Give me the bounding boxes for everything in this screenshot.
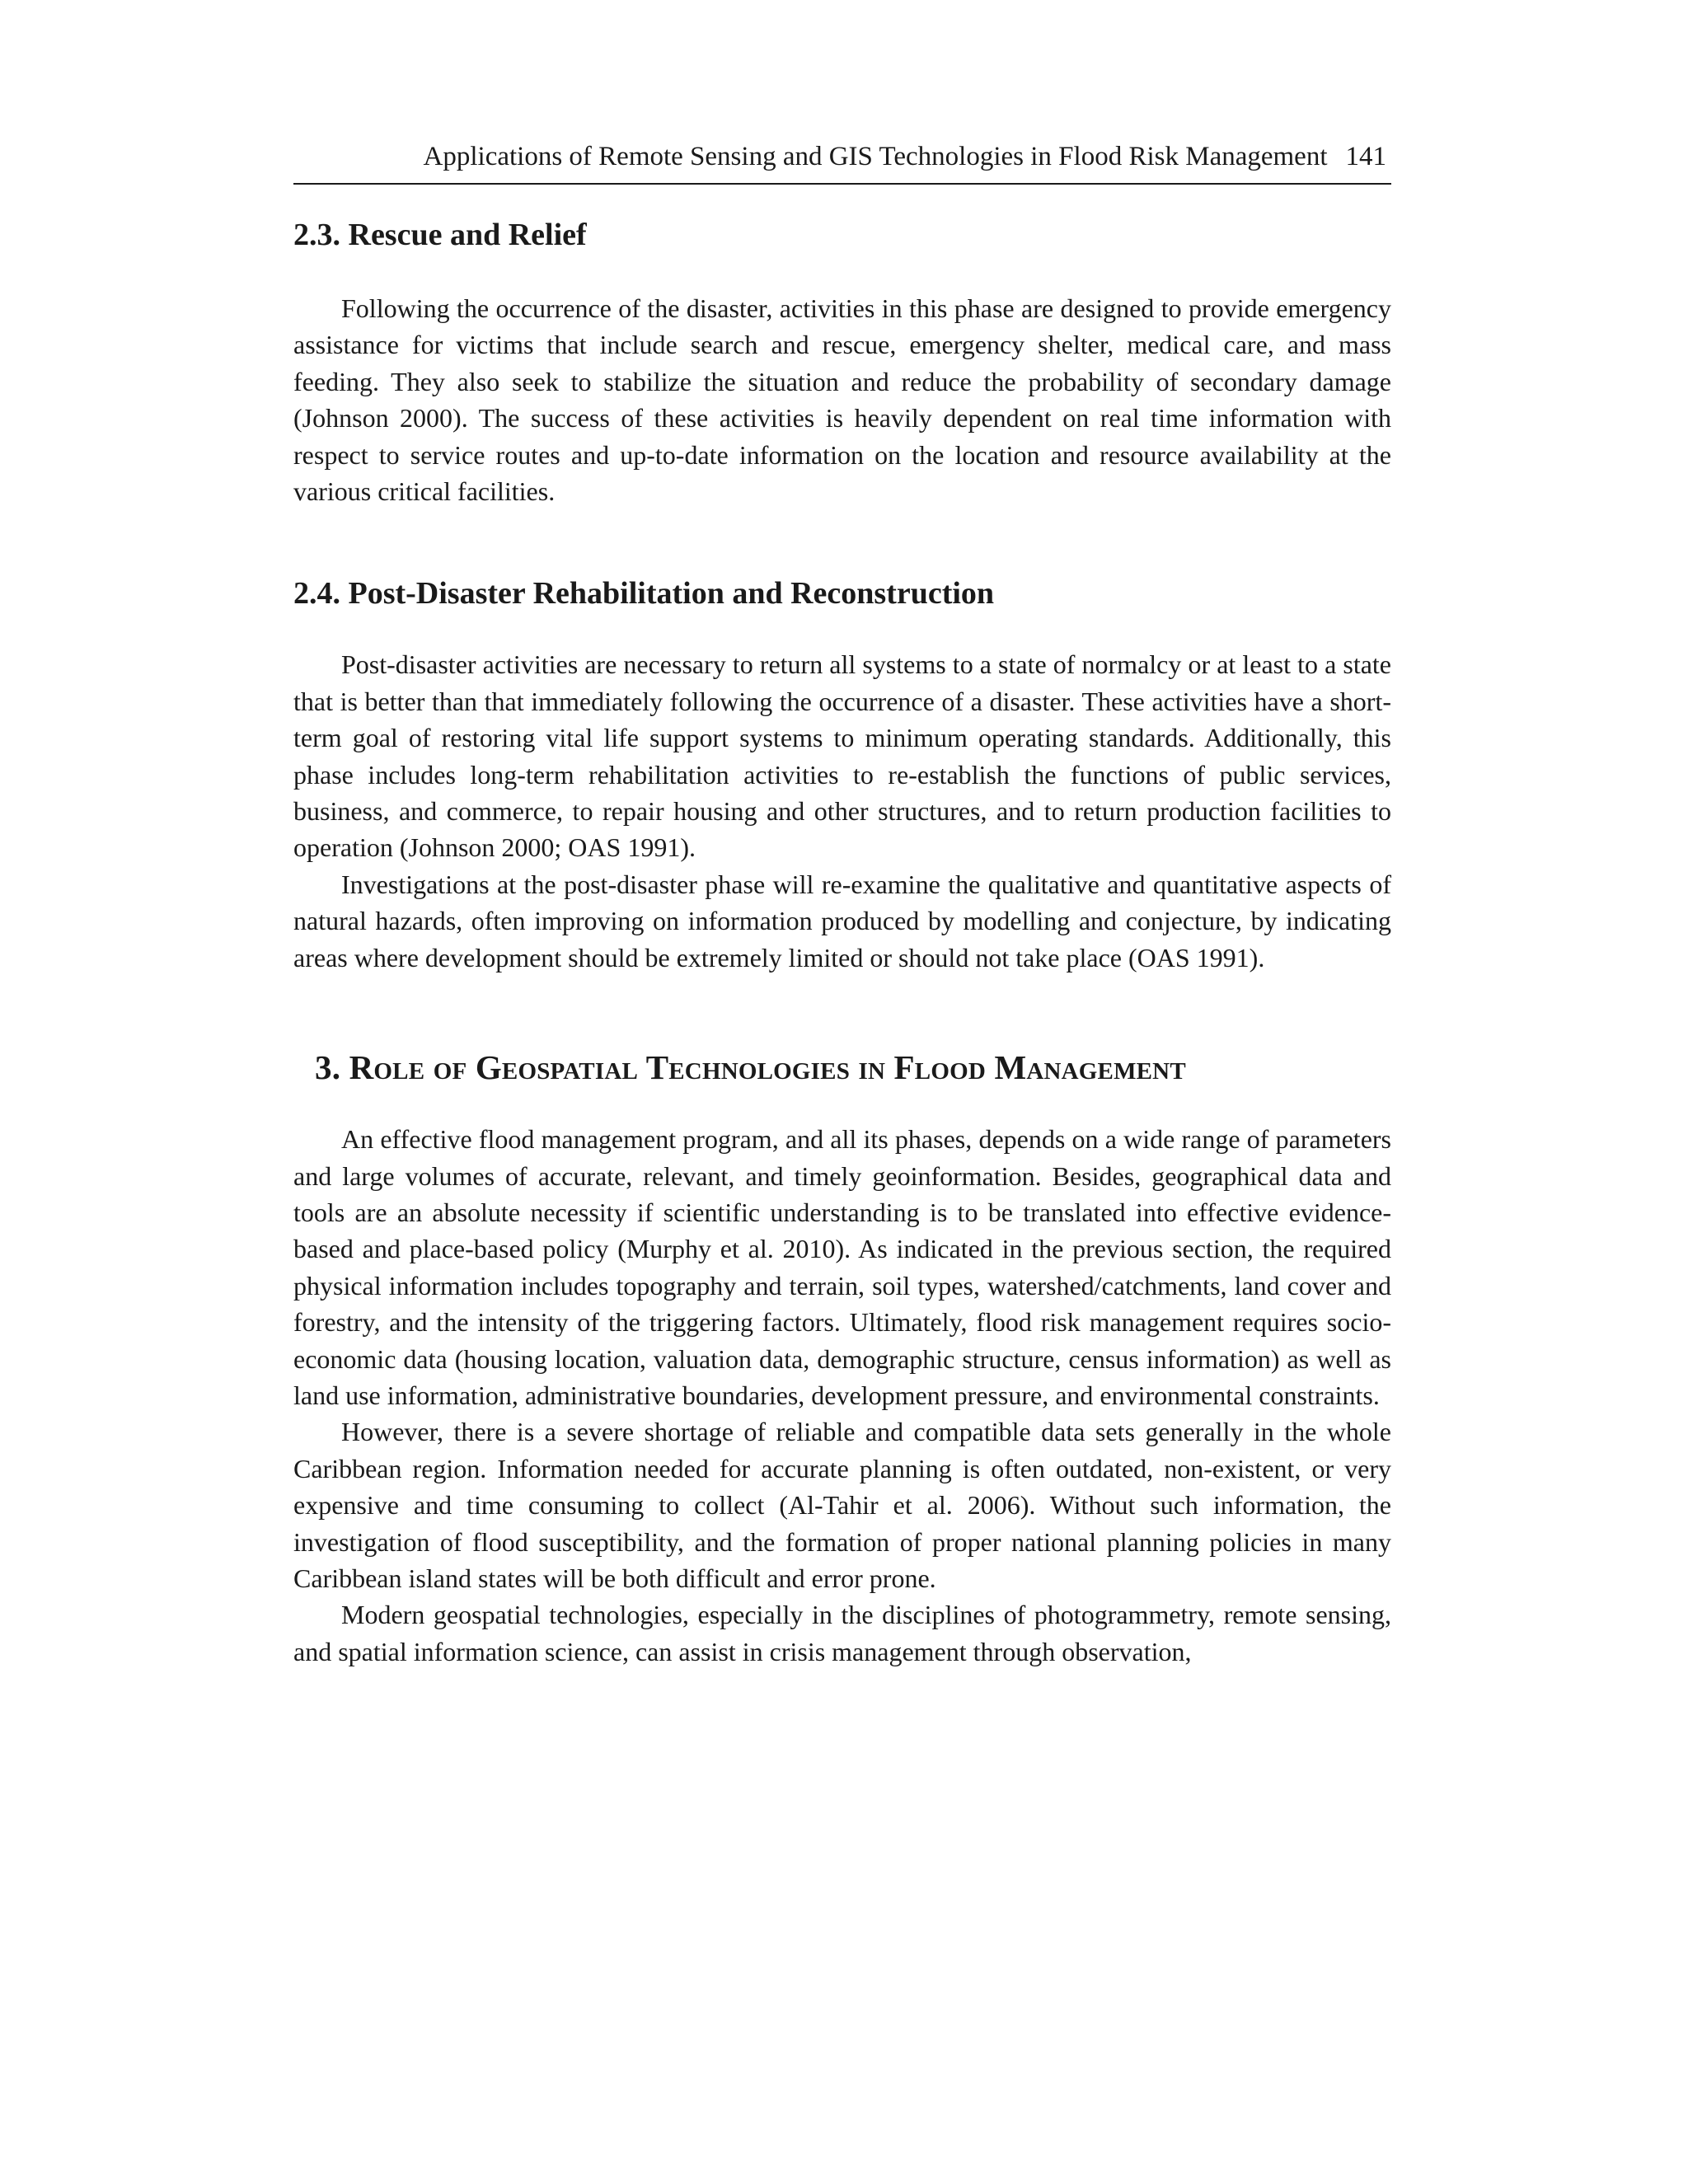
heading-geospatial-technologies: 3. Role of Geospatial Technologies in Flood Management bbox=[315, 1048, 1186, 1087]
page-number: 141 bbox=[1345, 142, 1386, 171]
paragraph-geospatial-3: Modern geospatial technologies, especially in the disciplines of photogrammetry, remote sensing, and spatial information science, can assist in crisis management through observation, bbox=[293, 1600, 1391, 1666]
paragraph-post-disaster-1: Post-disaster activities are necessary to return all systems to a state of normalcy or at least to a state that is better than that immediately following the occurrence of a disaster. These activities have a short-term goal of restoring vital life support systems to minimum operating standards. Additionally, this phase includes long-term rehabilitation activities to re-establish the functions of public services, business, and commerce, to repair housing and other structures, and to return production facilities to operation (Johnson 2000; OAS 1991). bbox=[293, 649, 1391, 863]
paragraph-rescue-1: Following the occurrence of the disaster, activities in this phase are designed to provide emergency assistance for victims that include search and rescue, emergency shelter, medical care, and mass feeding. They also seek to stabilize the situation and reduce the probability of secondary damage (Johnson 2000). The success of these activities is heavily dependent on real time information with respect to service routes and up-to-date information on the location and resource availability at the various critical facilities. bbox=[293, 293, 1391, 507]
paragraph-geospatial-1: An effective flood management program, and all its phases, depends on a wide range of parameters and large volumes of accurate, relevant, and timely geoinformation. Besides, geographical data and tools are an absolute necessity if scientific understanding is to be translated into effective evidence-based and place-based policy (Murphy et al. 2010). As indicated in the previous section, the required physical information includes topography and terrain, soil types, watershed/catchments, land cover and forestry, and the intensity of the triggering factors. Ultimately, flood risk management requires socio-economic data (housing location, valuation data, demographic structure, census information) as well as land use information, administrative boundaries, development pressure, and environmental constraints. bbox=[293, 1124, 1391, 1410]
heading-post-disaster: 2.4. Post-Disaster Rehabilitation and Reconstruction bbox=[293, 576, 995, 612]
paragraph-geospatial-2: However, there is a severe shortage of reliable and compatible data sets generally in the whole Caribbean region. Information needed for accurate planning is often outdated, non-existent, or very expensive and time consuming to collect (Al-Tahir et al. 2006). Without such information, the investigation of flood susceptibility, and the formation of proper national planning policies in many Caribbean island states will be both difficult and error prone. bbox=[293, 1417, 1391, 1593]
running-title: Applications of Remote Sensing and GIS Technologies in Flood Risk Management bbox=[423, 142, 1328, 171]
heading-rescue-and-relief: 2.3. Rescue and Relief bbox=[293, 218, 587, 252]
paragraph-post-disaster-2: Investigations at the post-disaster phase will re-examine the qualitative and quantitative aspects of natural hazards, often improving on information produced by modelling and conjecture, by indicating areas where development should be extremely limited or should not take place (OAS 1991). bbox=[293, 869, 1391, 972]
running-header bbox=[293, 140, 1391, 185]
document-page bbox=[293, 140, 1391, 1670]
